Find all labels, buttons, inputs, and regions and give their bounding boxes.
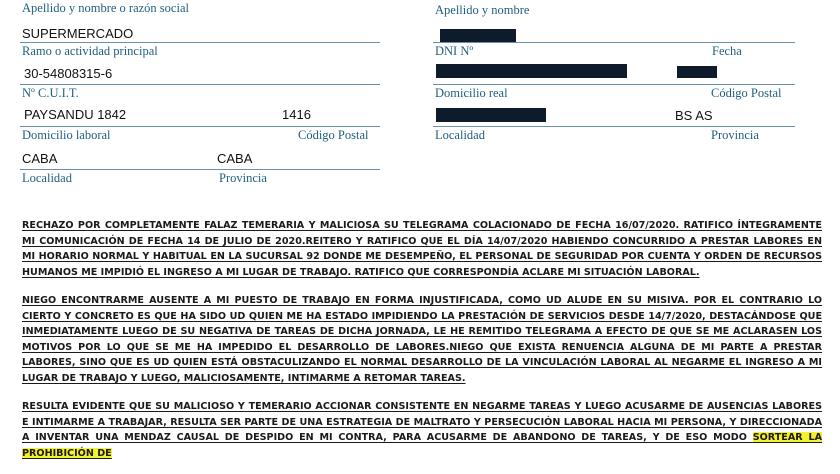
employee-postal-label: Código Postal [711, 86, 782, 100]
letter-paragraph-3 [22, 399, 822, 461]
divider-line [20, 169, 380, 170]
employee-name-redaction [440, 29, 516, 43]
employee-province-value: BS AS [675, 108, 713, 123]
divider-line [433, 42, 795, 43]
employer-province-label: Provincia [219, 171, 267, 185]
divider-line [20, 84, 380, 85]
employee-city-redaction [436, 108, 546, 122]
employer-city-value: CABA [22, 151, 58, 166]
divider-line [20, 42, 380, 43]
letter-paragraph-1: RECHAZO POR COMPLETAMENTE FALAZ TEMERARIA Y MALICIOSA SU TELEGRAMA COLACIONADO DE FECHA 16/07/2020. RATIFICO ÍNTEGRAMENTE MI COMUNICACIÓN DE FECHA 14 DE JULIO DE 2020.REITERO Y RATIFICO QUE EL DÍA 14/07/2020 HABIENDO CONCURRIDO A PRESTAR LABORES EN MI HORARIO NORMAL Y HABITUAL EN LA SUCURSAL 92 DONDE ME DESEMPEÑO, EL PERSONAL DE SEGURIDAD POR CUENTA Y ORDEN DE RECURSOS HUMANOS ME IMPIDIÓ EL INGRESO A MI LUGAR DE TRABAJO. RATIFICO QUE CORRESPONDÍA ACLARE MI SITUACIÓN LABORAL. [22, 220, 822, 278]
employer-address-label: Domicilio laboral [22, 128, 111, 142]
employer-cuit-label: Nº C.U.I.T. [22, 86, 79, 100]
employee-name-label: Apellido y nombre [435, 3, 530, 17]
employer-name-value: SUPERMERCADO [22, 26, 134, 41]
employee-dni-label: DNI Nº [435, 44, 474, 58]
employer-activity-label: Ramo o actividad principal [22, 44, 158, 58]
letter-paragraph-3-text: RESULTA EVIDENTE QUE SU MALICIOSO Y TEMERARIO ACCIONAR CONSISTENTE EN NEGARME TAREAS Y LUEGO ACUSARME DE AUSENCIAS LABORES E INTIMARME A TRABAJAR, RESULTA SER PARTE DE UNA ESTRATEGIA DE MALTRATO Y PERSECUCIÓN LABORAL HACIA MI PERSONA, Y DIRECCIONADA A INVENTAR UNA MENDAZ CAUSAL DE DESPIDO EN MI CONTRA, PARA ACUSARME DE ABANDONO DE TAREAS, Y DE ESO MODO [22, 401, 822, 443]
employee-address-label: Domicilio real [435, 86, 508, 100]
employer-cuit-value: 30-54808315-6 [24, 66, 113, 81]
employee-date-label: Fecha [712, 44, 742, 58]
divider-line [20, 126, 380, 127]
employer-name-label: Apellido y nombre o razón social [22, 1, 189, 15]
letter-body [22, 218, 822, 474]
employee-date-redaction [677, 66, 717, 78]
letter-paragraph-2: NIEGO ENCONTRARME AUSENTE A MI PUESTO DE TRABAJO EN FORMA INJUSTIFICADA, COMO UD ALUDE EN SU MISIVA. POR EL CONTRARIO LO CIERTO Y CONCRETO ES QUE HA SIDO UD QUIEN ME HA ESTADO IMPIDIENDO LA PRESTACIÓN DE SERVICIOS DESDE 14/7/2020, DESTACÁNDOSE QUE INMEDIATAMENTE LUEGO DE SU NEGATIVA DE TAREAS DE DICHA JORNADA, LE HE REMITIDO TELEGRAMA A EFECTO DE QUE SE ME ACLARASEN LOS MOTIVOS POR LO QUE SE ME HA IMPEDIDO EL DESARROLLO DE LABORES.NIEGO QUE EXISTA RENUENCIA ALGUNA DE MI PARTE A PRESTAR LABORES, SINO QUE ES UD QUIEN ESTÁ OBSTACULIZANDO EL NORMAL DESARROLLO DE LA VINCULACIÓN LABORAL AL NEGARME EL INGRESO A MI LUGAR DE TRABAJO Y LUEGO, MALICIOSAMENTE, INTIMARME A RETOMAR TAREAS. [22, 295, 822, 384]
highlighted-text: SORTEAR LA PROHIBICIÓN DE [22, 432, 822, 459]
employer-postal-value: 1416 [282, 107, 311, 122]
divider-line [433, 84, 795, 85]
employee-city-label: Localidad [435, 128, 485, 142]
employer-city-label: Localidad [22, 171, 72, 185]
employee-province-label: Provincia [711, 128, 759, 142]
divider-line [433, 126, 795, 127]
employee-dni-redaction [436, 64, 627, 78]
employer-province-value: CABA [217, 151, 253, 166]
employer-address-value: PAYSANDU 1842 [24, 107, 127, 122]
employer-postal-label: Código Postal [298, 128, 369, 142]
